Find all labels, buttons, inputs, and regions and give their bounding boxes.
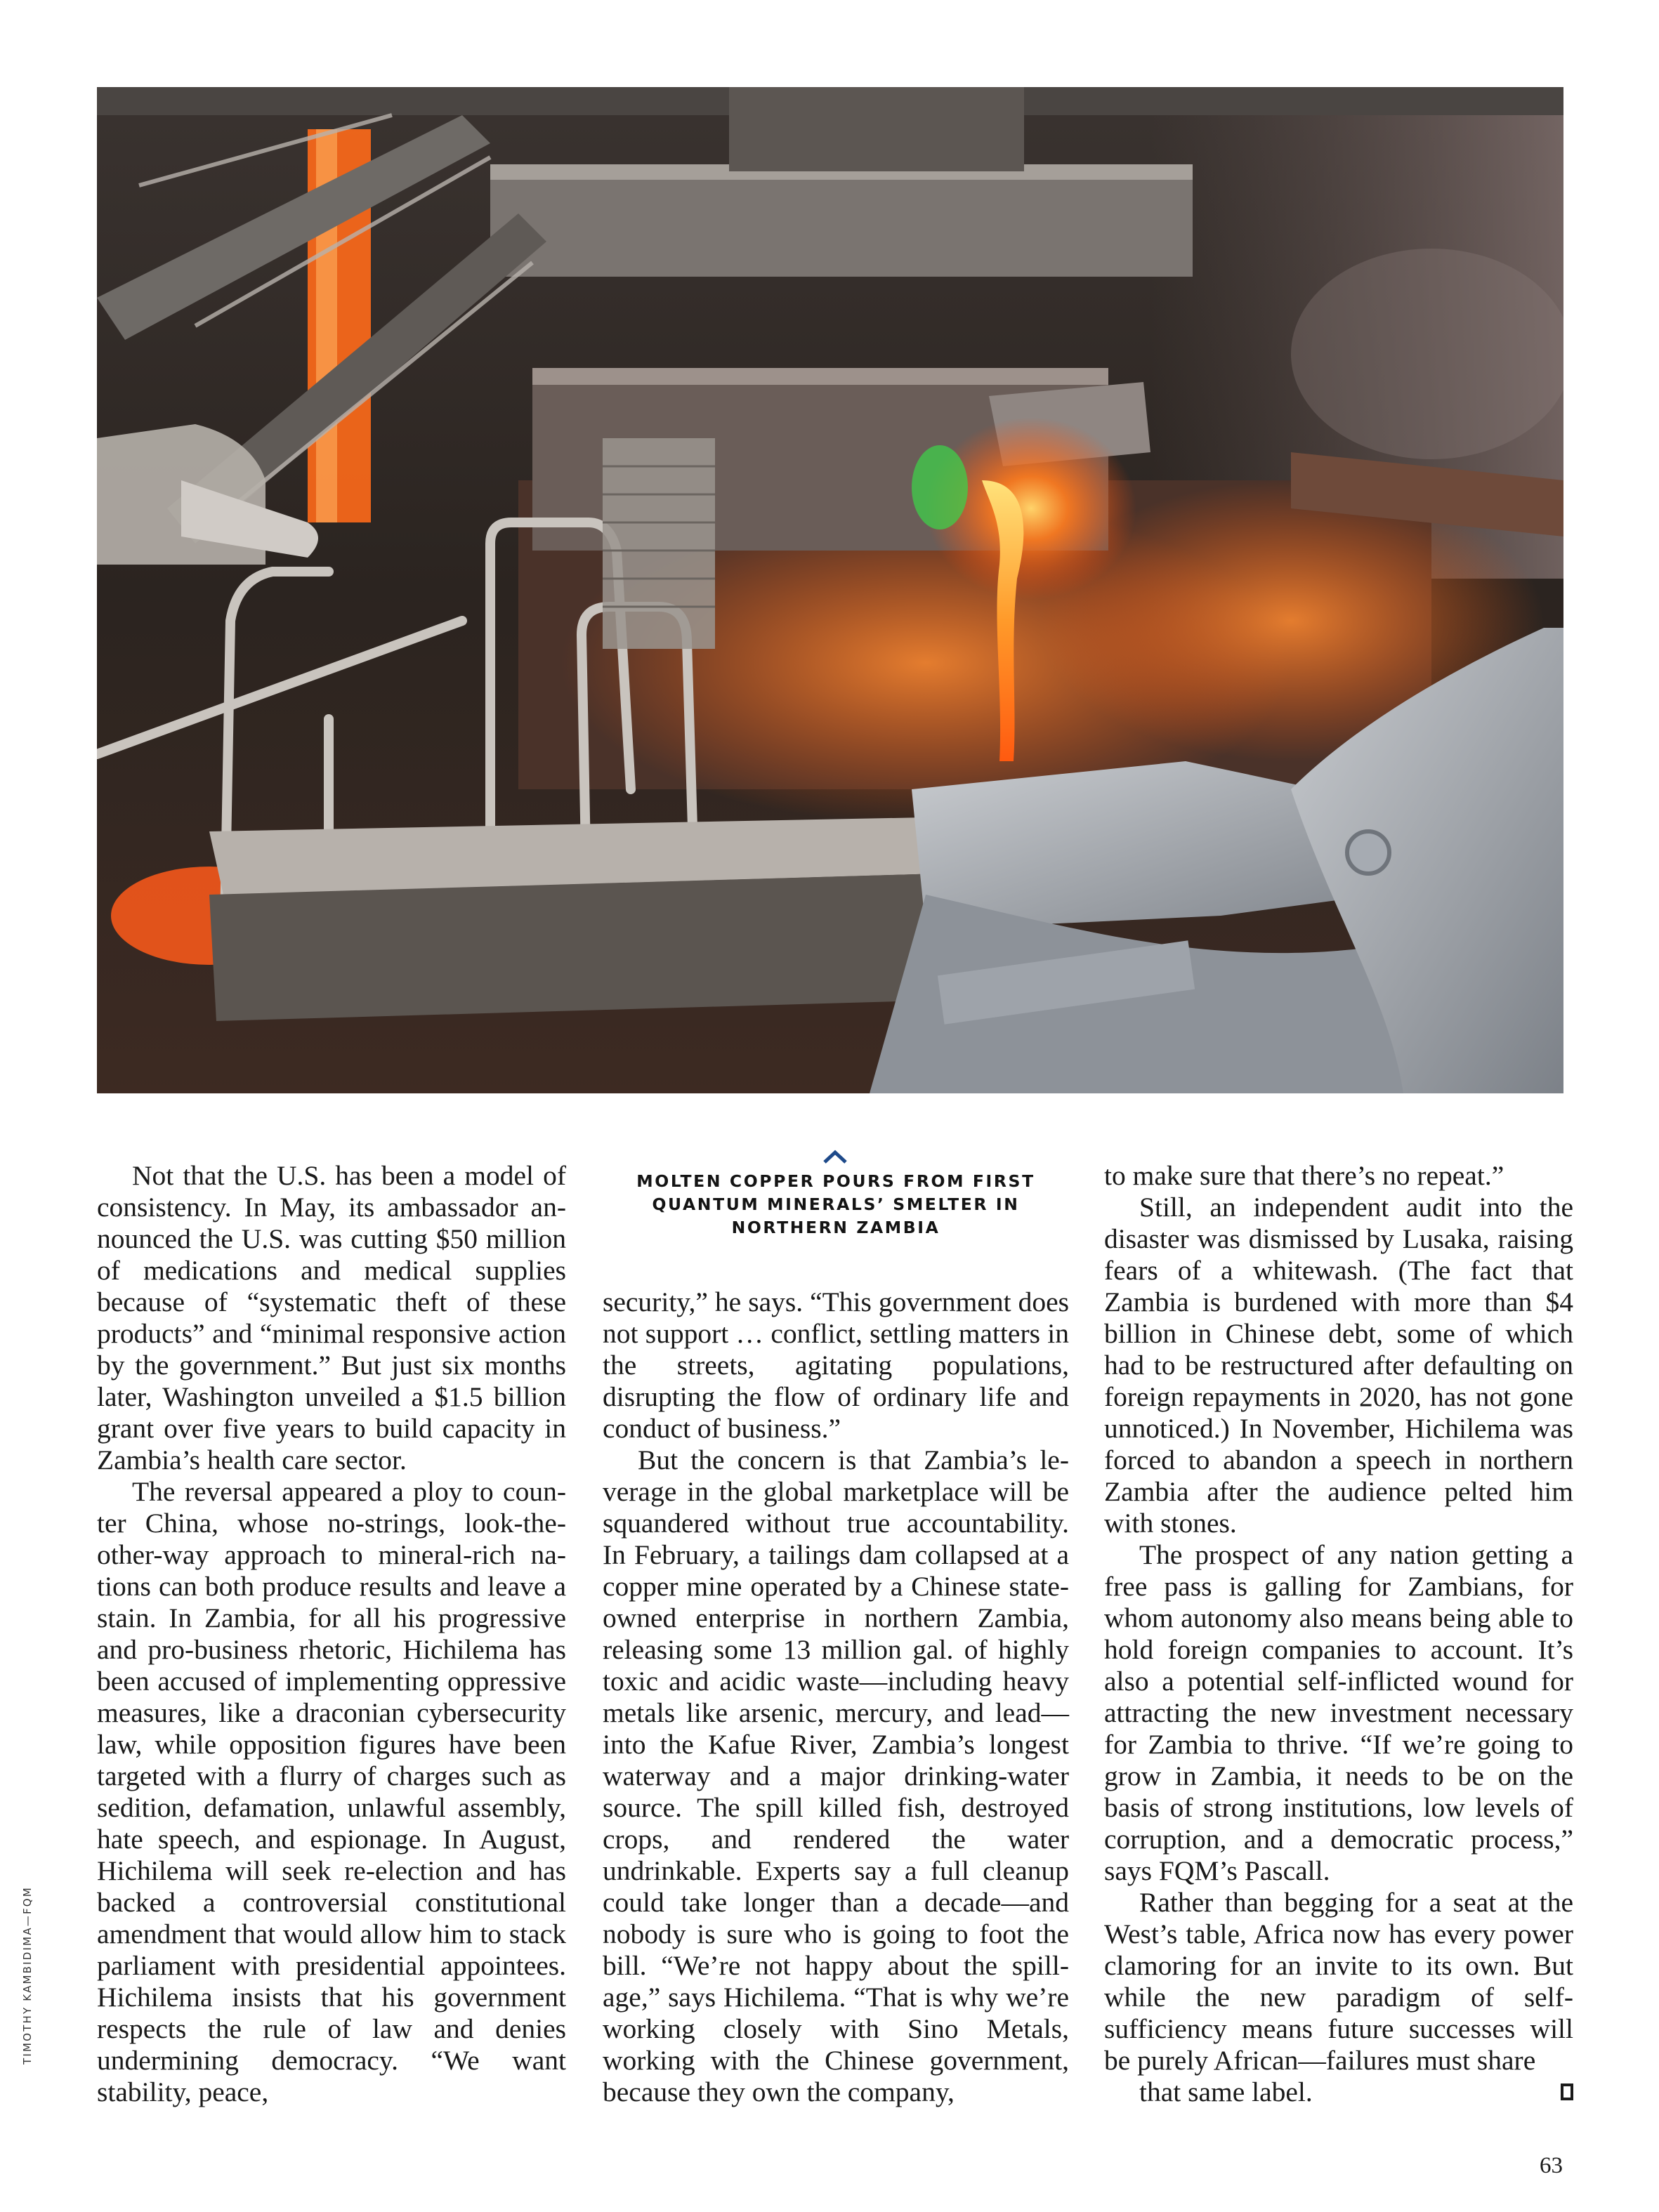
paragraph-text: Rather than begging for a seat at the West’s table, Africa now has every power clamoring for an invite to its own. But while the new paradigm of self-sufficiency means future successes will be purely African—failures must share: [1104, 1887, 1573, 2076]
molten-copper-illustration: [97, 87, 1563, 1093]
page-number: 63: [1540, 2153, 1563, 2178]
photo-caption: MOLTEN COPPER POURS FROM FIRST QUANTUM MINERALS’ SMELTER IN NORTHERN ZAMBIA: [636, 1171, 1035, 1237]
photo-credit: TIMOTHY KAMBIDIMA—FQM: [21, 1886, 34, 2065]
paragraph: The reversal appeared a ploy to counter China, whose no-strings, look-the-other-way approach to mineral-rich nations can both produce results and leave a stain. In Zambia, for all his progressive and pro-business rhetoric, Hichilema has been accused of implementing oppressive measures, like a draconian cybersecurity law, while opposition figures have been targeted with a flurry of charges such as sedition, defamation, unlawful assembly, hate speech, and espionage. In August, Hichilema will seek re-election and has backed a controversial constitutional amendment that would allow him to stack parliament with presidential appointees. Hichilema insists that his government respects the rule of law and denies undermining democracy. “We want stability, peace,: [97, 1476, 566, 2107]
paragraph: [1104, 1887, 1573, 2108]
paragraph: Not that the U.S. has been a model of consistency. In May, its ambassador announced the U.S. was cutting $50 million of medications and medical supplies because of “systematic theft of these products” and “minimal responsive action by the government.” But just six months later, Washington unveiled a $1.5 billion grant over five years to build capacity in Zambia’s health care sector.: [97, 1160, 566, 1475]
paragraph: security,” he says. “This government does not support … conflict, settling matters in the streets, agitating populations, disrupting the flow of ordinary life and conduct of business.”: [603, 1286, 1069, 1444]
article-column-2: [603, 1286, 1069, 2108]
article-column-3: [1104, 1160, 1573, 2108]
paragraph: The prospect of any nation getting a free pass is galling for Zambians, for whom autonomy also means being able to hold foreign companies to account. It’s also a potential self-inflicted wound for attracting the new investment necessary for Zambia to thrive. “If we’re going to grow in Zambia, it needs to be on the basis of strong institutions, low levels of corruption, and a democratic process,” says FQM’s Pascall.: [1104, 1539, 1573, 1886]
paragraph-text: that same label.: [1139, 2076, 1313, 2107]
end-mark-icon: [1561, 2083, 1573, 2100]
caption-up-arrow-icon: [822, 1149, 848, 1164]
last-line: [1104, 2076, 1573, 2108]
smelter-photo: [97, 87, 1563, 1093]
paragraph: to make sure that there’s no repeat.”: [1104, 1160, 1504, 1191]
article-column-1: [97, 1160, 566, 2108]
paragraph: But the concern is that Zambia’s leverage in the global marketplace will be squandered without true accountability. In February, a tailings dam collapsed at a copper mine operated by a Chinese state-owned enterprise in northern Zambia, releasing some 13 million gal. of highly toxic and acidic waste—including heavy metals like arsenic, mercury, and lead—into the Kafue River, Zambia’s longest waterway and a major drinking-water source. The spill killed fish, destroyed crops, and rendered the water undrinkable. Experts say a full cleanup could take longer than a decade—and nobody is sure who is going to foot the bill. “We’re not happy about the spillage,” says Hichilema. “That is why we’re working closely with Sino Metals, working with the Chinese government, because they own the company,: [603, 1444, 1069, 2107]
paragraph: Still, an independent audit into the disaster was dismissed by Lusaka, raising fears of a whitewash. (The fact that Zambia is burdened with more than $4 billion in Chinese debt, some of which had to be restructured after defaulting on foreign repayments in 2020, has not gone unnoticed.) In November, Hichilema was forced to abandon a speech in northern Zambia after the audience pelted him with stones.: [1104, 1192, 1573, 1539]
